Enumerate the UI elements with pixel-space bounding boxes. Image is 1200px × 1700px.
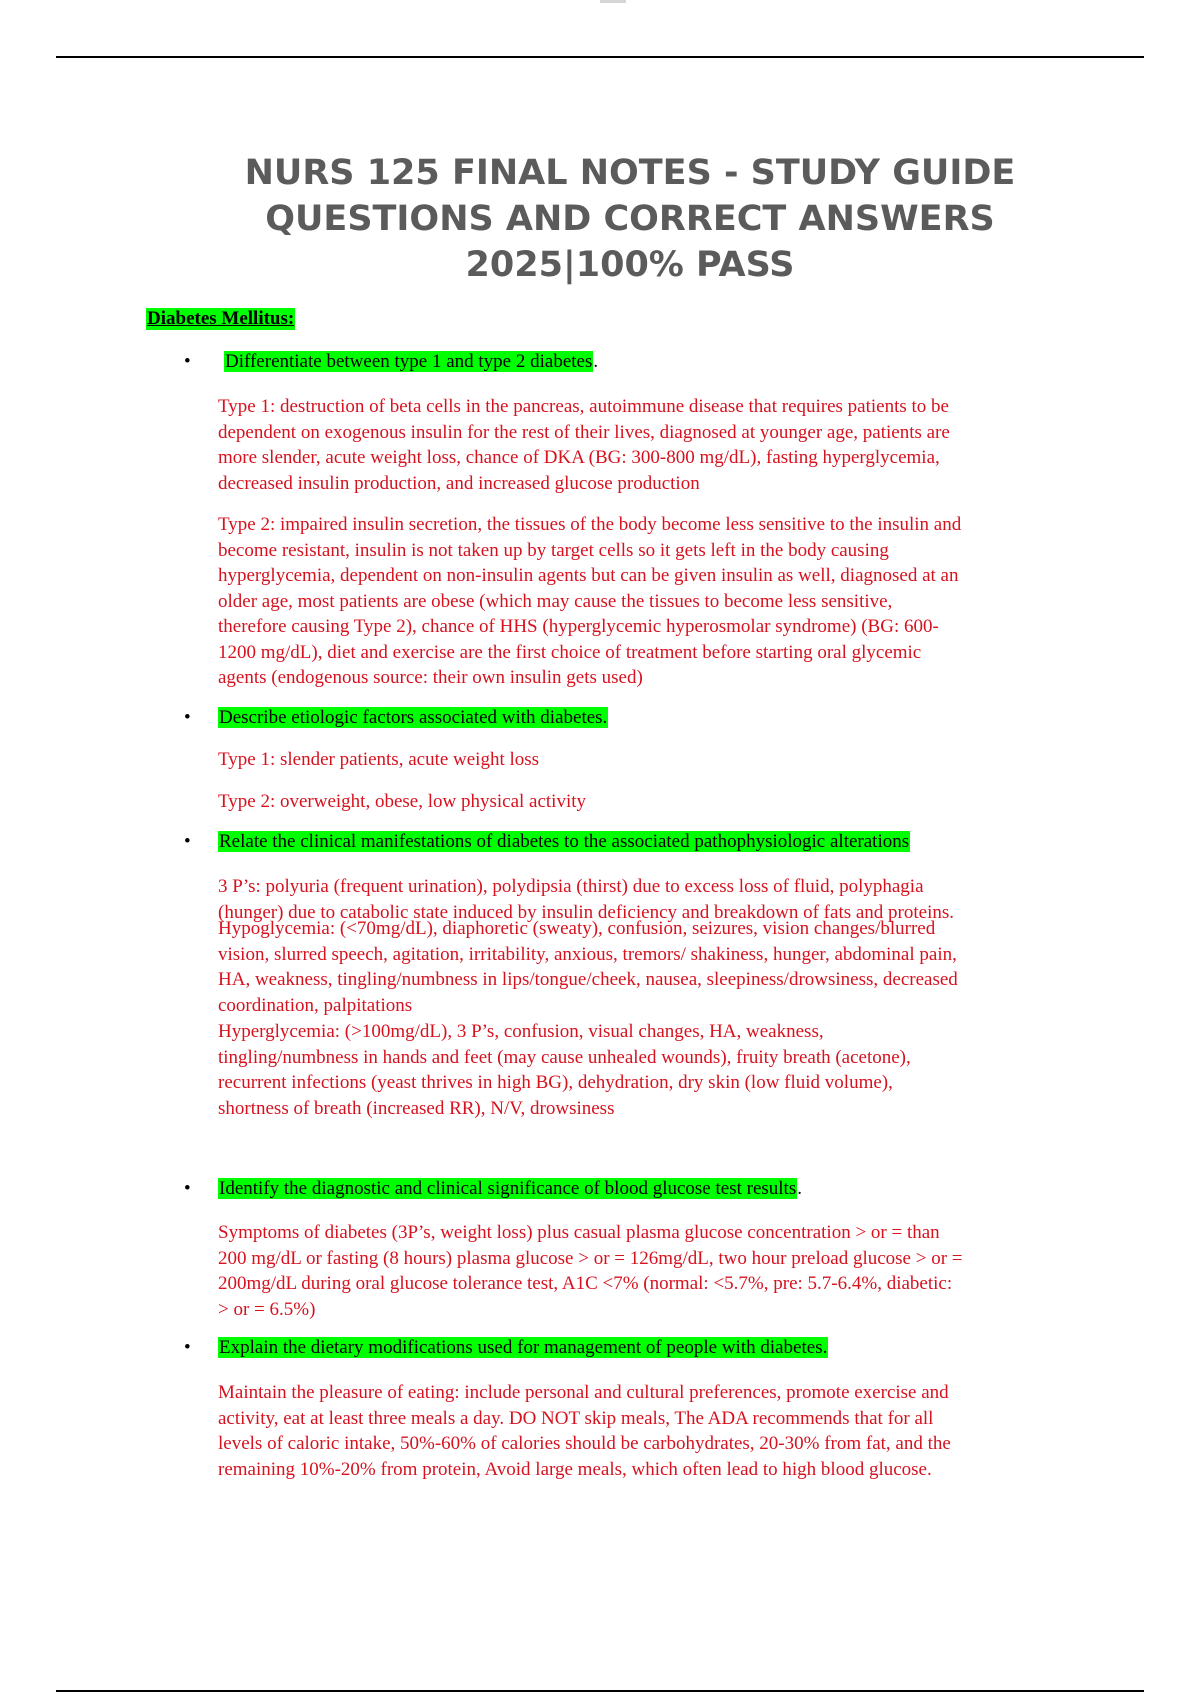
answer-line: activity, eat at least three meals a day. DO NOT skip meals, The ADA recommends that for all [218, 1407, 934, 1429]
answer-line: levels of caloric intake, 50%-60% of calories should be carbohydrates, 20-30% from fat, and the [218, 1433, 951, 1454]
answer-line: Type 2: overweight, obese, low physical activity [218, 791, 587, 812]
bullet-icon: • [184, 831, 191, 852]
answer-line: hyperglycemia, dependent on non-insulin agents but can be given insulin as well, diagnosed at an [218, 565, 959, 586]
answer-line: 1200 mg/dL), diet and exercise are the first choice of treatment before starting oral glycemic [218, 641, 922, 663]
footer-rule [56, 1690, 1144, 1692]
bullet-icon: • [184, 1178, 191, 1199]
answer-line: dependent on exogenous insulin for the rest of their lives, diagnosed at younger age, patients are [218, 421, 950, 443]
header-rule [56, 56, 1144, 58]
answer-line: Symptoms of diabetes (3P’s, weight loss) plus casual plasma glucose concentration > or = than [218, 1222, 940, 1243]
section-heading: Diabetes Mellitus: [147, 308, 295, 329]
answer-paragraph [218, 1380, 1086, 1482]
page-top-marker [600, 0, 626, 3]
bullet-icon: • [184, 351, 191, 372]
answer-line: therefore causing Type 2), chance of HHS (hyperglycemic hyperosmolar syndrome) (BG: 600- [218, 616, 939, 637]
answer-line: recurrent infections (yeast thrives in high BG), dehydration, dry skin (low fluid volume), [218, 1072, 893, 1093]
answer-line: older age, most patients are obese (which may cause the tissues to become less sensitive, [218, 590, 893, 612]
question-trailing-punct: . [593, 351, 599, 372]
question-item [184, 831, 910, 853]
answer-line: Maintain the pleasure of eating: include personal and cultural preferences, promote exercise and [218, 1382, 949, 1403]
title-line: QUESTIONS AND CORRECT ANSWERS [265, 199, 995, 239]
answer-line: Type 2: impaired insulin secretion, the tissues of the body become less sensitive to the insulin and [218, 514, 962, 535]
question-item [184, 1178, 802, 1200]
answer-line: 200mg/dL during oral glucose tolerance test, A1C <7% (normal: <5.7%, pre: 5.7-6.4%, diabetic: [218, 1273, 953, 1294]
answer-paragraph [218, 512, 1086, 691]
answer-line: remaining 10%-20% from protein, Avoid large meals, which often lead to high blood glucose. [218, 1458, 932, 1480]
bullet-icon: • [184, 1337, 191, 1358]
answer-line: agents (endogenous source: their own insulin gets used) [218, 667, 643, 688]
answer-line: tingling/numbness in hands and feet (may cause unhealed wounds), fruity breath (acetone), [218, 1046, 911, 1068]
answer-paragraph [218, 394, 1086, 496]
question-trailing-punct: . [797, 1178, 802, 1199]
question-highlight: Explain the dietary modifications used for management of people with diabetes. [219, 1337, 828, 1358]
question-item [184, 707, 608, 729]
answer-line: become resistant, insulin is not taken up by target cells so it gets left in the body causing [218, 539, 889, 561]
answer-line: (hunger) due to catabolic state induced by insulin deficiency and breakdown of fats and proteins. [218, 901, 955, 923]
answer-line: HA, weakness, tingling/numbness in lips/tongue/cheek, nausea, sleepiness/drowsiness, decreased [218, 969, 958, 990]
answer-line: Type 1: slender patients, acute weight loss [218, 749, 540, 770]
question-highlight: Identify the diagnostic and clinical significance of blood glucose test results [219, 1178, 797, 1199]
answer-paragraph [218, 1019, 1086, 1121]
question-highlight: Differentiate between type 1 and type 2 diabetes [225, 351, 593, 372]
answer-line: Type 1: destruction of beta cells in the pancreas, autoimmune disease that requires patients to be [218, 396, 949, 417]
answer-paragraph [218, 1220, 1086, 1322]
answer-line: coordination, palpitations [218, 994, 413, 1016]
answer-line: 200 mg/dL or fasting (8 hours) plasma glucose > or = 126mg/dL, two hour preload glucose > or = [218, 1247, 963, 1269]
answer-line: shortness of breath (increased RR), N/V, drowsiness [218, 1097, 615, 1119]
bullet-icon: • [184, 707, 191, 728]
question-item [184, 351, 598, 373]
document-title [150, 150, 1110, 288]
answer-line: Hyperglycemia: (>100mg/dL), 3 P’s, confusion, visual changes, HA, weakness, [218, 1021, 824, 1042]
answer-line: decreased insulin production, and increased glucose production [218, 472, 700, 494]
question-highlight: Relate the clinical manifestations of diabetes to the associated pathophysiologic alterations [219, 831, 910, 852]
question-item [184, 1337, 828, 1359]
answer-line: 3 P’s: polyuria (frequent urination), polydipsia (thirst) due to excess loss of fluid, polyphagia [218, 876, 924, 897]
answer-paragraph [218, 747, 1086, 773]
question-highlight: Describe etiologic factors associated with diabetes. [219, 707, 608, 728]
answer-line: more slender, acute weight loss, chance of DKA (BG: 300-800 mg/dL), fasting hyperglycemia, [218, 447, 940, 468]
answer-paragraph [218, 916, 1086, 1018]
answer-line: Hypoglycemia: (<70mg/dL), diaphoretic (sweaty), confusion, seizures, vision changes/blurred [218, 918, 936, 939]
answer-paragraph [218, 789, 1086, 815]
title-line: 2025|100% PASS [465, 245, 795, 285]
answer-line: vision, slurred speech, agitation, irritability, anxious, tremors/ shakiness, hunger, abdominal pain, [218, 943, 957, 965]
title-line: NURS 125 FINAL NOTES - STUDY GUIDE [244, 153, 1016, 193]
answer-line: > or = 6.5%) [218, 1298, 316, 1320]
